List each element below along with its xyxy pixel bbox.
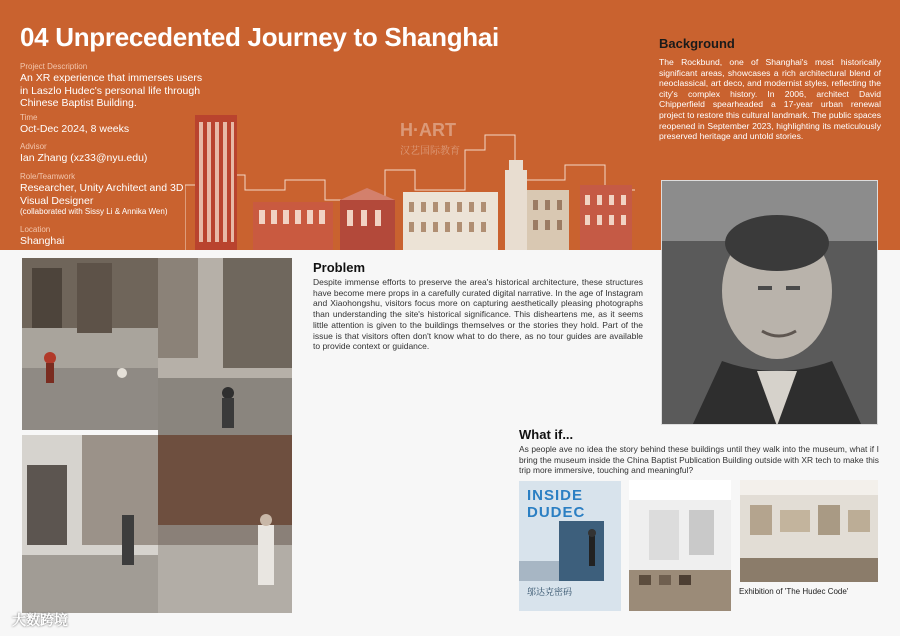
description-label: Project Description <box>20 62 88 71</box>
location-value: Shanghai <box>20 235 65 247</box>
project-advisor <box>20 142 205 165</box>
poster-building-graphic <box>519 521 621 581</box>
exhibition-poster <box>519 481 621 611</box>
role-value: Researcher, Unity Architect and 3D Visual Designer <box>20 182 184 207</box>
street-photo-3 <box>22 435 158 613</box>
description-value: An XR experience that immerses users in Laszlo Hudec's personal life through Chinese Baptist Building. <box>20 72 203 109</box>
watermark-brand: H·ART <box>400 120 456 140</box>
advisor-label: Advisor <box>20 142 47 151</box>
portrait-photo <box>661 180 878 425</box>
street-photo-4 <box>158 435 292 613</box>
project-location <box>20 225 205 248</box>
advisor-value: Ian Zhang (xz33@nyu.edu) <box>20 152 148 164</box>
problem-title: Problem <box>313 260 366 275</box>
location-label: Location <box>20 225 51 234</box>
street-photo-1 <box>22 258 158 430</box>
project-time <box>20 113 205 136</box>
poster-line-1: INSIDE <box>527 487 584 504</box>
time-value: Oct-Dec 2024, 8 weeks <box>20 123 130 135</box>
whatif-text: As people ave no idea the story behind these buildings until they walk into the museum, what if I bring the museum inside the China Baptist Publication Building outside with XR tech to make this trip more immersive, touching and meaningful? <box>519 444 879 475</box>
footer-watermark-logo: 大数跨境 <box>12 612 68 628</box>
page-title: 04 Unprecedented Journey to Shanghai <box>20 22 499 52</box>
time-label: Time <box>20 113 38 122</box>
problem-text: Despite immense efforts to preserve the area's historical architecture, these structures have become mere props in a carefully curated digital narrative. In the age of Instagram and Xiaohongshu, visitors focus more on capturing aesthetically pleasing photographs than understanding the site's historical significance. This disheartens me, as it seems little attention is given to the buildings themselves or the stories they hold. Part of the issue is that visitors often don't know what to do there, as no tour guides are available to provide context or guidance. <box>313 277 643 352</box>
exhibition-caption: Exhibition of 'The Hudec Code' <box>739 587 849 596</box>
poster-line-2: DUDEC <box>527 504 586 521</box>
project-role <box>20 172 205 217</box>
role-label: Role/Teamwork <box>20 172 76 181</box>
museum-interior-photo <box>629 480 731 611</box>
background-title: Background <box>659 36 735 51</box>
exhibition-wall-photo <box>740 480 878 582</box>
watermark-cn: 汉艺国际教育 <box>400 146 460 157</box>
background-text: The Rockbund, one of Shanghai's most historically significant areas, showcases a rich architectural blend of neoclassical, art deco, and modernist styles, reflecting the city's complex history. In 2006, architect David Chipperfield spearheaded a 17-year urban renewal project to restore this cultural landmark. The public spaces reopened in September 2023, highlighting its meticulously preserved heritage and untold stories. <box>659 57 881 142</box>
poster-cn-title: 邬达克密码 <box>527 587 573 597</box>
role-note: (collaborated with Sissy Li & Annika Wen) <box>20 207 168 216</box>
whatif-title: What if... <box>519 427 574 442</box>
street-photo-2 <box>158 258 292 435</box>
project-description <box>20 62 205 110</box>
